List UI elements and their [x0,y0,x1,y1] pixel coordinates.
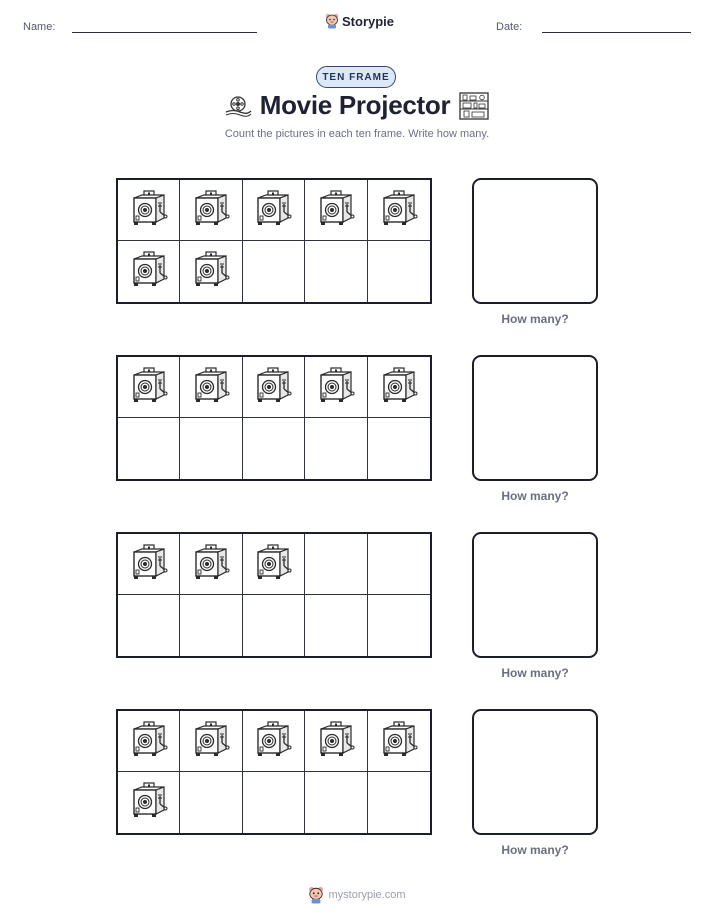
page-title: Movie Projector [259,90,451,120]
brand-logo [325,13,394,29]
movie-projector-icon [192,544,230,585]
ten-frame-cell [368,357,430,418]
ten-frame-cell [118,180,180,241]
ten-frame-cell [243,595,305,656]
ten-frame-cell [243,772,305,833]
storypie-mascot-icon [325,13,339,29]
ten-frame-cell [305,180,367,241]
movie-projector-icon [380,721,418,762]
footer-url: mystorypie.com [328,889,406,901]
how-many-label-2: How many? [501,489,569,503]
ten-frame-cell [243,241,305,302]
ten-frame-cell [243,357,305,418]
ten-frame-cell [305,534,367,595]
ten-frame-cell [180,772,242,833]
ten-frame-cell [305,772,367,833]
ten-frame-3 [116,532,432,658]
ten-frame-cell [368,180,430,241]
how-many-label-3: How many? [501,666,569,680]
ten-frame-cell [118,418,180,479]
ten-frame-cell [305,418,367,479]
ten-frame-cell [243,711,305,772]
ten-frame-cell [305,357,367,418]
ten-frame-cell [243,418,305,479]
movie-projector-icon [380,190,418,231]
movie-projector-icon [192,251,230,292]
ten-frame-cell [118,241,180,302]
movie-projector-icon [130,721,168,762]
ten-frame-cell [180,534,242,595]
answer-box-4[interactable] [472,709,598,835]
movie-projector-icon [317,190,355,231]
ten-frame-cell [368,711,430,772]
ten-frame-cell [118,711,180,772]
movie-projector-icon [380,367,418,408]
footer [0,886,714,904]
how-many-label-4: How many? [501,843,569,857]
ten-frame-cell [118,357,180,418]
movie-projector-icon [192,367,230,408]
ten-frame-cell [243,534,305,595]
date-label: Date: [496,21,523,33]
ten-frame-cell [118,595,180,656]
movie-projector-icon [192,190,230,231]
ten-frame-cell [368,772,430,833]
movie-projector-icon [130,544,168,585]
ten-frame-cell [305,241,367,302]
title-row [0,90,714,121]
ten-frame-badge: TEN FRAME [316,66,396,88]
ten-frame-cell [180,711,242,772]
ten-frame-cell [180,241,242,302]
answer-box-2[interactable] [472,355,598,481]
movie-projector-icon [130,782,168,823]
movie-projector-icon [130,251,168,292]
ten-frame-cell [243,180,305,241]
brand-name: Storypie [342,13,395,29]
movie-projector-icon [192,721,230,762]
ten-frame-cell [180,595,242,656]
ten-frame-cell [180,357,242,418]
date-line[interactable] [542,32,691,33]
ten-frame-cell [118,534,180,595]
film-reel-icon [224,95,252,117]
movie-projector-icon [254,190,292,231]
ten-frame-2 [116,355,432,481]
movie-projector-icon [254,367,292,408]
ten-frame-cell [305,711,367,772]
answer-box-1[interactable] [472,178,598,304]
ten-frame-4 [116,709,432,835]
ten-frame-cell [368,534,430,595]
instructions: Count the pictures in each ten frame. Write how many. [224,128,490,140]
movie-projector-icon [317,721,355,762]
ten-frame-cell [368,241,430,302]
ten-frame-cell [368,595,430,656]
ten-frame-cell [180,418,242,479]
ten-frame-cell [305,595,367,656]
ten-frame-cell [180,180,242,241]
movie-projector-icon [254,721,292,762]
ten-frame-cell [368,418,430,479]
storypie-mascot-icon [308,886,324,904]
ten-frame-1 [116,178,432,304]
movie-projector-icon [254,544,292,585]
name-label: Name: [23,21,56,33]
movie-projector-icon [130,190,168,231]
movie-projector-icon [317,367,355,408]
ten-frame-cell [118,772,180,833]
name-line[interactable] [72,32,257,33]
how-many-label-1: How many? [501,312,569,326]
shelf-icon [458,91,490,121]
movie-projector-icon [130,367,168,408]
answer-box-3[interactable] [472,532,598,658]
